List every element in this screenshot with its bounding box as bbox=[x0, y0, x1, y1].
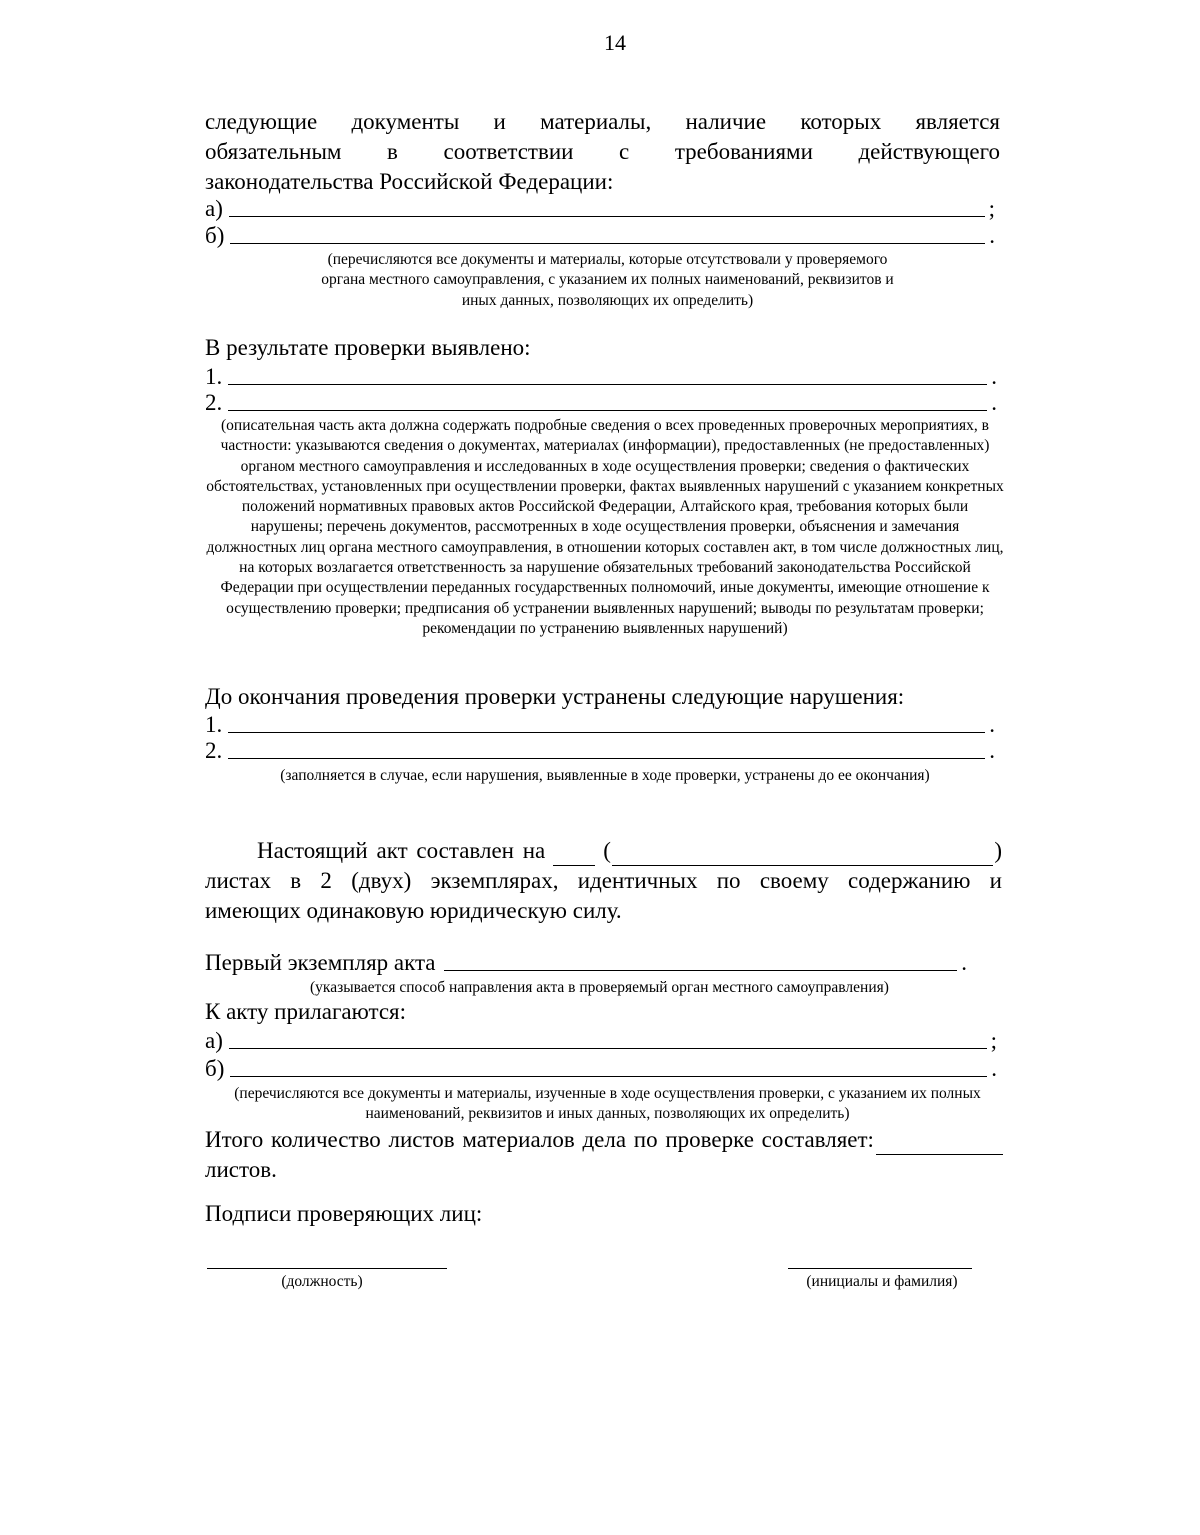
results-item-1-blank[interactable] bbox=[228, 384, 987, 385]
results-note: (описательная часть акта должна содержать подробные сведения о всех проведенных проверочных мероприятиях, в частности: указываются сведения о документах, материалах (информации), предоставленных (не предоставленных) органом местного самоуправления и исследованных в ходе осуществления проверки; сведения о фактических обстоятельствах, установленных при осуществлении проверки, фактах выявленных нарушений с указанием конкретных положений нормативных правовых актов Российской Федерации, Алтайского края, требования которых были нарушены; перечень документов, рассмотренных в ходе осуществления проверки, объяснения и замечания должностных лиц органа местного самоуправления, в отношении которых составлен акт, в том числе должностных лиц, на которых возлагается ответственность за нарушение обязательных требований законодательства Российской Федерации при осуществлении переданных государственных полномочий, иные документы, имеющие отношение к осуществлению проверки; предписания об устранении выявленных нарушений; выводы по результатам проверки; рекомендации по устранению выявленных нарушений) bbox=[206, 417, 1004, 637]
total-sheets-blank[interactable] bbox=[876, 1134, 1003, 1155]
intro-note: (перечисляются все документы и материалы, которые отсутствовали у проверяемого органа местного самоуправления, с указанием их полных наименований, реквизитов и иных данных, позволяющих их определить) bbox=[321, 251, 894, 309]
first-copy-row: Первый экземпляр акта . bbox=[205, 950, 967, 975]
attachments-blank-list bbox=[205, 1028, 997, 1082]
attachments-item-a: а) ; bbox=[205, 1028, 997, 1053]
first-copy-label: Первый экземпляр акта bbox=[205, 950, 436, 975]
results-item-2: 2. . bbox=[205, 390, 997, 415]
attachments-note: (перечисляются все документы и материалы, изученные в ходе осуществления проверки, с указанием их полных наименований, реквизитов и иных данных, позволяющих их определить) bbox=[234, 1085, 981, 1123]
fixed-blank-list bbox=[205, 712, 995, 764]
fixed-heading: До окончания проведения проверки устранены следующие нарушения: bbox=[205, 684, 905, 709]
name-line[interactable] bbox=[788, 1248, 972, 1269]
intro-blank-list bbox=[205, 196, 995, 249]
act-line-2: листах в 2 (двух) экземплярах, идентичных по своему содержанию и bbox=[205, 868, 1002, 893]
intro-line-1: следующие документы и материалы, наличие которых является bbox=[205, 109, 1000, 134]
fixed-note: (заполняется в случае, если нарушения, выявленные в ходе проверки, устранены до ее окончания) bbox=[280, 767, 930, 784]
position-line[interactable] bbox=[207, 1248, 447, 1269]
results-item-2-blank[interactable] bbox=[228, 410, 987, 411]
signature-position bbox=[207, 1248, 447, 1291]
fixed-item-1-blank[interactable] bbox=[228, 732, 985, 733]
first-copy-blank[interactable] bbox=[444, 970, 958, 971]
attachments-item-b: б) . bbox=[205, 1056, 997, 1081]
sheets-count-words-blank[interactable] bbox=[612, 845, 993, 866]
intro-line-3: законодательства Российской Федерации: bbox=[205, 169, 614, 194]
attachments-item-a-blank[interactable] bbox=[229, 1048, 987, 1049]
act-line-1: Настоящий акт составлен на ( ) bbox=[205, 836, 1002, 866]
position-caption: (должность) bbox=[281, 1273, 363, 1290]
results-item-1: 1. . bbox=[205, 364, 997, 389]
total-line-1: Итого количество листов материалов дела по проверке составляет: bbox=[205, 1127, 874, 1152]
intro-paragraph bbox=[205, 107, 1000, 197]
intro-line-2: обязательным в соответствии с требованиями действующего bbox=[205, 139, 1000, 164]
page-number: 14 bbox=[604, 30, 626, 55]
act-line-3: имеющих одинаковую юридическую силу. bbox=[205, 898, 622, 923]
first-copy-note: (указывается способ направления акта в проверяемый орган местного самоуправления) bbox=[310, 979, 889, 996]
total-paragraph bbox=[205, 1125, 1003, 1185]
attachments-heading: К акту прилагаются: bbox=[205, 999, 407, 1024]
intro-item-a: а) ; bbox=[205, 196, 995, 221]
signatures-heading: Подписи проверяющих лиц: bbox=[205, 1201, 483, 1226]
act-paragraph bbox=[205, 836, 1002, 926]
name-caption: (инициалы и фамилия) bbox=[806, 1273, 958, 1290]
results-heading: В результате проверки выявлено: bbox=[205, 335, 531, 360]
total-line-2: листов. bbox=[205, 1157, 277, 1182]
intro-item-b-blank[interactable] bbox=[230, 243, 985, 244]
fixed-item-2: 2. . bbox=[205, 738, 995, 763]
attachments-item-b-blank[interactable] bbox=[230, 1076, 987, 1077]
results-blank-list bbox=[205, 364, 997, 416]
fixed-item-2-blank[interactable] bbox=[228, 758, 985, 759]
intro-item-a-blank[interactable] bbox=[229, 216, 985, 217]
sheets-count-blank[interactable] bbox=[553, 845, 595, 866]
fixed-item-1: 1. . bbox=[205, 712, 995, 737]
intro-item-b: б) . bbox=[205, 223, 995, 248]
signature-name bbox=[782, 1248, 982, 1291]
